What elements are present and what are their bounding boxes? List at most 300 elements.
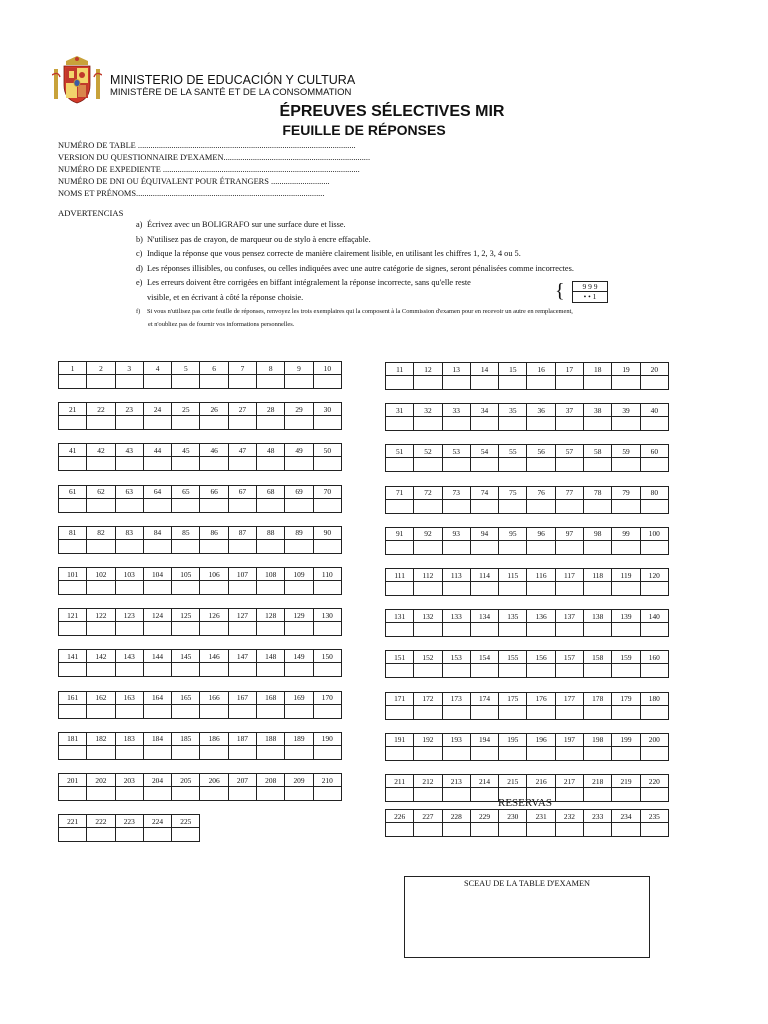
answer-box-129[interactable] — [285, 622, 313, 636]
answer-box-122[interactable] — [87, 622, 115, 636]
answer-box-119[interactable] — [612, 582, 640, 596]
answer-box-75[interactable] — [499, 499, 527, 513]
answer-box-55[interactable] — [499, 458, 527, 472]
answer-box-176[interactable] — [527, 705, 555, 719]
answer-box-50[interactable] — [313, 457, 341, 471]
answer-box-115[interactable] — [499, 582, 527, 596]
question-number-129: 129 — [285, 609, 313, 622]
answer-box-95[interactable] — [499, 540, 527, 554]
question-number-52: 52 — [414, 445, 442, 458]
question-number-187: 187 — [228, 732, 256, 745]
answer-box-168[interactable] — [257, 704, 285, 718]
question-number-128: 128 — [257, 609, 285, 622]
answer-box-131[interactable] — [386, 623, 414, 637]
answer-box-196[interactable] — [527, 746, 555, 760]
answer-box-179[interactable] — [612, 705, 640, 719]
answer-box-116[interactable] — [527, 582, 555, 596]
answer-box-18[interactable] — [584, 376, 612, 390]
question-number-164: 164 — [143, 691, 171, 704]
answer-box-62[interactable] — [87, 498, 115, 512]
answer-box-43[interactable] — [115, 457, 143, 471]
question-number-192: 192 — [414, 733, 442, 746]
answer-box-217[interactable] — [555, 788, 583, 802]
answer-box-84[interactable] — [143, 539, 171, 553]
answer-box-163[interactable] — [115, 704, 143, 718]
answer-box-44[interactable] — [143, 457, 171, 471]
answer-box-130[interactable] — [313, 622, 341, 636]
question-number-214: 214 — [470, 775, 498, 788]
answer-box-167[interactable] — [228, 704, 256, 718]
answer-box-223[interactable] — [115, 828, 143, 842]
answer-box-199[interactable] — [612, 746, 640, 760]
answer-box-31[interactable] — [386, 417, 414, 431]
answer-box-144[interactable] — [143, 663, 171, 677]
answer-box-6[interactable] — [200, 375, 228, 389]
answer-box-69[interactable] — [285, 498, 313, 512]
answer-box-135[interactable] — [499, 623, 527, 637]
answer-box-161[interactable] — [59, 704, 87, 718]
answer-box-76[interactable] — [527, 499, 555, 513]
answer-box-71[interactable] — [386, 499, 414, 513]
answer-box-27[interactable] — [228, 416, 256, 430]
answer-box-207[interactable] — [228, 787, 256, 801]
answer-box-209[interactable] — [285, 787, 313, 801]
seal-label: SCEAU DE LA TABLE D'EXAMEN — [463, 879, 591, 888]
question-number-156: 156 — [527, 651, 555, 664]
answer-box-174[interactable] — [470, 705, 498, 719]
answer-box-112[interactable] — [414, 582, 442, 596]
answer-grid-right-row — [385, 733, 669, 761]
answer-box-184[interactable] — [143, 745, 171, 759]
answer-box-214[interactable] — [470, 788, 498, 802]
answer-box-1[interactable] — [59, 375, 87, 389]
exam-table-seal-box[interactable] — [404, 876, 650, 958]
answer-box-189[interactable] — [285, 745, 313, 759]
answer-box-126[interactable] — [200, 622, 228, 636]
answer-box-147[interactable] — [228, 663, 256, 677]
answer-box-175[interactable] — [499, 705, 527, 719]
answer-box-5[interactable] — [172, 375, 200, 389]
answer-box-111[interactable] — [386, 582, 414, 596]
answer-box-36[interactable] — [527, 417, 555, 431]
answer-box-134[interactable] — [470, 623, 498, 637]
answer-box-107[interactable] — [228, 581, 256, 595]
question-number-179: 179 — [612, 692, 640, 705]
answer-box-22[interactable] — [87, 416, 115, 430]
answer-box-213[interactable] — [442, 788, 470, 802]
answer-box-89[interactable] — [285, 539, 313, 553]
answer-box-9[interactable] — [285, 375, 313, 389]
question-number-118: 118 — [584, 569, 612, 582]
answer-box-157[interactable] — [555, 664, 583, 678]
question-number-184: 184 — [143, 732, 171, 745]
answer-box-82[interactable] — [87, 539, 115, 553]
dni-number-field[interactable]: NUMÉRO DE DNI OU ÉQUIVALENT POUR ÉTRANGERS ............................ — [58, 177, 330, 186]
question-number-97: 97 — [555, 527, 583, 540]
answer-box-160[interactable] — [640, 664, 668, 678]
answer-box-3[interactable] — [115, 375, 143, 389]
answer-box-12[interactable] — [414, 376, 442, 390]
answer-box-128[interactable] — [257, 622, 285, 636]
answer-box-203[interactable] — [115, 787, 143, 801]
question-number-row — [386, 775, 669, 788]
answer-box-165[interactable] — [172, 704, 200, 718]
answer-box-178[interactable] — [584, 705, 612, 719]
answer-box-195[interactable] — [499, 746, 527, 760]
answer-box-216[interactable] — [527, 788, 555, 802]
question-number-row — [59, 526, 342, 539]
answer-box-146[interactable] — [200, 663, 228, 677]
answer-box-92[interactable] — [414, 540, 442, 554]
answer-box-63[interactable] — [115, 498, 143, 512]
question-number-69: 69 — [285, 485, 313, 498]
answer-box-138[interactable] — [584, 623, 612, 637]
answer-box-180[interactable] — [640, 705, 668, 719]
answer-box-155[interactable] — [499, 664, 527, 678]
answer-box-188[interactable] — [257, 745, 285, 759]
answer-box-228[interactable] — [442, 823, 470, 837]
question-number-231: 231 — [527, 810, 555, 823]
answer-box-206[interactable] — [200, 787, 228, 801]
answer-box-212[interactable] — [414, 788, 442, 802]
table-number-field[interactable]: NUMÉRO DE TABLE ........................................................................................................ — [58, 141, 356, 150]
question-number-168: 168 — [257, 691, 285, 704]
answer-box-164[interactable] — [143, 704, 171, 718]
answer-box-47[interactable] — [228, 457, 256, 471]
question-number-173: 173 — [442, 692, 470, 705]
answer-box-211[interactable] — [386, 788, 414, 802]
answer-box-108[interactable] — [257, 581, 285, 595]
answer-box-132[interactable] — [414, 623, 442, 637]
answer-box-192[interactable] — [414, 746, 442, 760]
answer-box-227[interactable] — [414, 823, 442, 837]
answer-box-87[interactable] — [228, 539, 256, 553]
question-number-row — [386, 569, 669, 582]
answer-box-226[interactable] — [386, 823, 414, 837]
answer-box-38[interactable] — [584, 417, 612, 431]
question-number-144: 144 — [143, 650, 171, 663]
answer-box-77[interactable] — [555, 499, 583, 513]
answer-box-123[interactable] — [115, 622, 143, 636]
answer-box-222[interactable] — [87, 828, 115, 842]
answer-box-181[interactable] — [59, 745, 87, 759]
question-number-74: 74 — [470, 486, 498, 499]
answer-box-67[interactable] — [228, 498, 256, 512]
answer-box-185[interactable] — [172, 745, 200, 759]
answer-box-7[interactable] — [228, 375, 256, 389]
answer-box-45[interactable] — [172, 457, 200, 471]
answer-box-81[interactable] — [59, 539, 87, 553]
answer-box-101[interactable] — [59, 581, 87, 595]
answer-box-26[interactable] — [200, 416, 228, 430]
answer-box-149[interactable] — [285, 663, 313, 677]
answer-box-235[interactable] — [640, 823, 668, 837]
answer-box-49[interactable] — [285, 457, 313, 471]
answer-box-141[interactable] — [59, 663, 87, 677]
answer-box-93[interactable] — [442, 540, 470, 554]
answer-box-162[interactable] — [87, 704, 115, 718]
questionnaire-version-field[interactable]: VERSION DU QUESTIONNAIRE D'EXAMEN...................................................................... — [58, 153, 371, 162]
answer-box-23[interactable] — [115, 416, 143, 430]
answer-box-113[interactable] — [442, 582, 470, 596]
answer-box-90[interactable] — [313, 539, 341, 553]
answer-box-224[interactable] — [143, 828, 171, 842]
answer-box-105[interactable] — [172, 581, 200, 595]
question-number-161: 161 — [59, 691, 87, 704]
question-number-12: 12 — [414, 363, 442, 376]
answer-box-16[interactable] — [527, 376, 555, 390]
answer-box-200[interactable] — [640, 746, 668, 760]
answer-box-124[interactable] — [143, 622, 171, 636]
answer-box-125[interactable] — [172, 622, 200, 636]
answer-box-68[interactable] — [257, 498, 285, 512]
question-number-116: 116 — [527, 569, 555, 582]
answer-box-220[interactable] — [640, 788, 668, 802]
answer-box-64[interactable] — [143, 498, 171, 512]
answer-box-94[interactable] — [470, 540, 498, 554]
answer-box-61[interactable] — [59, 498, 87, 512]
answer-box-58[interactable] — [584, 458, 612, 472]
answer-box-183[interactable] — [115, 745, 143, 759]
answer-box-70[interactable] — [313, 498, 341, 512]
answer-box-102[interactable] — [87, 581, 115, 595]
answer-box-118[interactable] — [584, 582, 612, 596]
answer-box-17[interactable] — [555, 376, 583, 390]
answer-box-150[interactable] — [313, 663, 341, 677]
answer-box-54[interactable] — [470, 458, 498, 472]
answer-box-40[interactable] — [640, 417, 668, 431]
answer-box-53[interactable] — [442, 458, 470, 472]
answer-box-72[interactable] — [414, 499, 442, 513]
answer-box-74[interactable] — [470, 499, 498, 513]
answer-box-52[interactable] — [414, 458, 442, 472]
answer-box-37[interactable] — [555, 417, 583, 431]
answer-box-86[interactable] — [200, 539, 228, 553]
answer-box-73[interactable] — [442, 499, 470, 513]
answer-box-59[interactable] — [612, 458, 640, 472]
answer-grid-right-row — [385, 692, 669, 720]
question-number-42: 42 — [87, 444, 115, 457]
answer-box-198[interactable] — [584, 746, 612, 760]
question-number-138: 138 — [584, 610, 612, 623]
answer-box-29[interactable] — [285, 416, 313, 430]
answer-box-41[interactable] — [59, 457, 87, 471]
question-number-108: 108 — [257, 568, 285, 581]
answer-box-80[interactable] — [640, 499, 668, 513]
answer-box-137[interactable] — [555, 623, 583, 637]
answer-box-2[interactable] — [87, 375, 115, 389]
answer-box-51[interactable] — [386, 458, 414, 472]
answer-box-210[interactable] — [313, 787, 341, 801]
answer-box-171[interactable] — [386, 705, 414, 719]
answer-box-104[interactable] — [143, 581, 171, 595]
page-title: ÉPREUVES SÉLECTIVES MIR — [279, 103, 505, 120]
answer-box-186[interactable] — [200, 745, 228, 759]
answer-grid-right-row — [385, 568, 669, 596]
question-number-58: 58 — [584, 445, 612, 458]
answer-box-11[interactable] — [386, 376, 414, 390]
answer-box-30[interactable] — [313, 416, 341, 430]
answer-box-142[interactable] — [87, 663, 115, 677]
answer-box-140[interactable] — [640, 623, 668, 637]
question-number-30: 30 — [313, 403, 341, 416]
answer-box-234[interactable] — [612, 823, 640, 837]
question-number-10: 10 — [313, 362, 341, 375]
answer-box-193[interactable] — [442, 746, 470, 760]
answer-box-row — [59, 745, 342, 759]
answer-box-121[interactable] — [59, 622, 87, 636]
answer-box-159[interactable] — [612, 664, 640, 678]
answer-box-173[interactable] — [442, 705, 470, 719]
answer-box-145[interactable] — [172, 663, 200, 677]
answer-box-197[interactable] — [555, 746, 583, 760]
file-number-field[interactable]: NUMÉRO DE EXPEDIENTE .............................................................................................. — [58, 165, 360, 174]
answer-box-110[interactable] — [313, 581, 341, 595]
question-number-186: 186 — [200, 732, 228, 745]
names-field[interactable]: NOMS ET PRÉNOMS.......................................................................................... — [58, 189, 325, 198]
answer-box-219[interactable] — [612, 788, 640, 802]
answer-box-205[interactable] — [172, 787, 200, 801]
answer-box-98[interactable] — [584, 540, 612, 554]
warning-item: b) N'utilisez pas de crayon, de marqueur ou de stylo à encre effaçable. — [136, 234, 371, 244]
answer-box-170[interactable] — [313, 704, 341, 718]
answer-box-177[interactable] — [555, 705, 583, 719]
question-number-60: 60 — [640, 445, 668, 458]
answer-box-182[interactable] — [87, 745, 115, 759]
answer-box-106[interactable] — [200, 581, 228, 595]
answer-box-56[interactable] — [527, 458, 555, 472]
answer-box-33[interactable] — [442, 417, 470, 431]
answer-box-15[interactable] — [499, 376, 527, 390]
answer-box-48[interactable] — [257, 457, 285, 471]
answer-box-172[interactable] — [414, 705, 442, 719]
answer-box-229[interactable] — [470, 823, 498, 837]
answer-box-100[interactable] — [640, 540, 668, 554]
answer-box-156[interactable] — [527, 664, 555, 678]
answer-box-152[interactable] — [414, 664, 442, 678]
answer-box-230[interactable] — [499, 823, 527, 837]
answer-box-151[interactable] — [386, 664, 414, 678]
answer-box-24[interactable] — [143, 416, 171, 430]
answer-box-78[interactable] — [584, 499, 612, 513]
answer-box-233[interactable] — [584, 823, 612, 837]
answer-box-117[interactable] — [555, 582, 583, 596]
answer-box-158[interactable] — [584, 664, 612, 678]
answer-box-194[interactable] — [470, 746, 498, 760]
answer-box-202[interactable] — [87, 787, 115, 801]
answer-box-218[interactable] — [584, 788, 612, 802]
answer-box-19[interactable] — [612, 376, 640, 390]
answer-box-153[interactable] — [442, 664, 470, 678]
answer-box-42[interactable] — [87, 457, 115, 471]
answer-box-154[interactable] — [470, 664, 498, 678]
answer-box-88[interactable] — [257, 539, 285, 553]
answer-box-201[interactable] — [59, 787, 87, 801]
answer-box-91[interactable] — [386, 540, 414, 554]
answer-box-83[interactable] — [115, 539, 143, 553]
answer-box-169[interactable] — [285, 704, 313, 718]
answer-box-109[interactable] — [285, 581, 313, 595]
answer-box-79[interactable] — [612, 499, 640, 513]
answer-box-65[interactable] — [172, 498, 200, 512]
answer-box-204[interactable] — [143, 787, 171, 801]
answer-box-136[interactable] — [527, 623, 555, 637]
question-number-193: 193 — [442, 733, 470, 746]
question-number-38: 38 — [584, 404, 612, 417]
answer-grid-right-row — [385, 774, 669, 802]
question-number-row — [386, 810, 669, 823]
answer-box-221[interactable] — [59, 828, 87, 842]
answer-box-191[interactable] — [386, 746, 414, 760]
answer-box-215[interactable] — [499, 788, 527, 802]
question-number-211: 211 — [386, 775, 414, 788]
question-number-57: 57 — [555, 445, 583, 458]
answer-box-4[interactable] — [143, 375, 171, 389]
answer-box-20[interactable] — [640, 376, 668, 390]
question-number-16: 16 — [527, 363, 555, 376]
question-number-81: 81 — [59, 526, 87, 539]
question-number-54: 54 — [470, 445, 498, 458]
answer-box-114[interactable] — [470, 582, 498, 596]
answer-box-231[interactable] — [527, 823, 555, 837]
question-number-17: 17 — [555, 363, 583, 376]
answer-box-133[interactable] — [442, 623, 470, 637]
answer-box-166[interactable] — [200, 704, 228, 718]
answer-box-96[interactable] — [527, 540, 555, 554]
question-number-228: 228 — [442, 810, 470, 823]
question-number-84: 84 — [143, 526, 171, 539]
question-number-row — [59, 691, 342, 704]
question-number-59: 59 — [612, 445, 640, 458]
answer-box-232[interactable] — [555, 823, 583, 837]
answer-box-32[interactable] — [414, 417, 442, 431]
question-number-183: 183 — [115, 732, 143, 745]
answer-box-14[interactable] — [470, 376, 498, 390]
question-number-row — [59, 485, 342, 498]
answer-box-25[interactable] — [172, 416, 200, 430]
answer-box-60[interactable] — [640, 458, 668, 472]
question-number-13: 13 — [442, 363, 470, 376]
answer-box-143[interactable] — [115, 663, 143, 677]
answer-box-21[interactable] — [59, 416, 87, 430]
question-number-204: 204 — [143, 774, 171, 787]
answer-box-8[interactable] — [257, 375, 285, 389]
answer-box-139[interactable] — [612, 623, 640, 637]
question-number-row — [386, 445, 669, 458]
answer-box-99[interactable] — [612, 540, 640, 554]
answer-box-127[interactable] — [228, 622, 256, 636]
question-number-26: 26 — [200, 403, 228, 416]
answer-box-190[interactable] — [313, 745, 341, 759]
answer-box-66[interactable] — [200, 498, 228, 512]
answer-box-39[interactable] — [612, 417, 640, 431]
answer-box-97[interactable] — [555, 540, 583, 554]
answer-box-35[interactable] — [499, 417, 527, 431]
answer-box-28[interactable] — [257, 416, 285, 430]
answer-box-13[interactable] — [442, 376, 470, 390]
answer-box-187[interactable] — [228, 745, 256, 759]
answer-box-225[interactable] — [172, 828, 200, 842]
answer-box-34[interactable] — [470, 417, 498, 431]
answer-box-148[interactable] — [257, 663, 285, 677]
answer-box-120[interactable] — [640, 582, 668, 596]
answer-box-85[interactable] — [172, 539, 200, 553]
answer-box-57[interactable] — [555, 458, 583, 472]
answer-box-103[interactable] — [115, 581, 143, 595]
answer-box-46[interactable] — [200, 457, 228, 471]
answer-box-208[interactable] — [257, 787, 285, 801]
answer-box-10[interactable] — [313, 375, 341, 389]
